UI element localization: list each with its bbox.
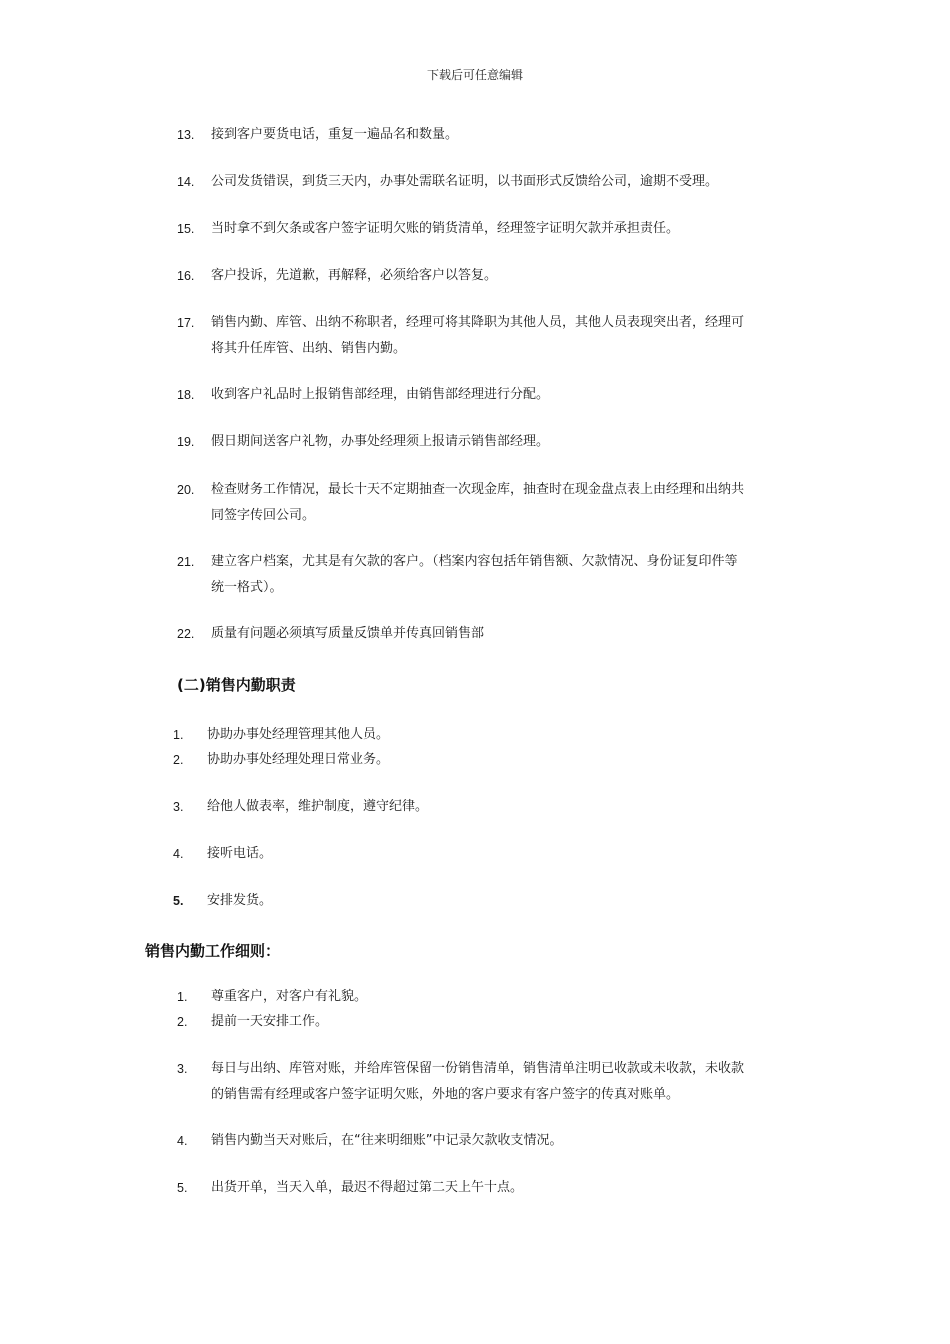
list-item [177, 263, 801, 289]
list-item-text [211, 477, 801, 529]
list-item-number: 4. [173, 847, 184, 861]
list-item-number: 4. [177, 1134, 188, 1148]
list-item-number: 3. [177, 1062, 188, 1076]
list-item-number: 1. [173, 728, 184, 742]
list-item [173, 747, 797, 773]
list-item-text: 出货开单，当天入单，最迟不得超过第二天上午十点。 [211, 1180, 524, 1195]
list-item-number: 3. [173, 800, 184, 814]
list-item-number: 5. [177, 1181, 188, 1195]
list-item [173, 888, 797, 914]
list-item-number: 5. [173, 894, 184, 908]
list-item-number: 1. [177, 990, 188, 1004]
list-item-line: 检查财务工作情况，最长十天不定期抽查一次现金库，抽查时在现金盘点表上由经理和出纳共 [211, 482, 745, 497]
list-item [177, 1056, 801, 1108]
list-item-line: 销售内勤、库管、出纳不称职者，经理可将其降职为其他人员，其他人员表现突出者，经理可 [211, 315, 745, 330]
list-item-text [211, 310, 801, 362]
list-item-line: 每日与出纳、库管对账，并给库管保留一份销售清单，销售清单注明已收款或未收款，未收款 [211, 1061, 745, 1076]
list-item-text: 假日期间送客户礼物，办事处经理须上报请示销售部经理。 [211, 434, 550, 449]
list-item-text [211, 1056, 801, 1108]
list-item-text: 公司发货错误，到货三天内，办事处需联名证明，以书面形式反馈给公司，逾期不受理。 [211, 174, 719, 189]
list-item-text: 接听电话。 [207, 846, 273, 861]
list-item-text: 收到客户礼品时上报销售部经理，由销售部经理进行分配。 [211, 387, 550, 402]
list-item [177, 621, 801, 647]
list-item [177, 216, 801, 242]
list-item [177, 1128, 801, 1154]
list-item-number: 13. [177, 128, 195, 142]
list-item-number: 2. [177, 1015, 188, 1029]
list-item-line: 的销售需有经理或客户签字证明欠账，外地的客户要求有客户签字的传真对账单。 [211, 1087, 680, 1102]
section-heading: 销售内勤工作细则： [145, 942, 281, 960]
list-item [173, 794, 797, 820]
list-item-text: 尊重客户，对客户有礼貌。 [211, 989, 368, 1004]
list-item [177, 382, 801, 408]
list-item-text [211, 549, 801, 601]
list-item-line: 同签字传回公司。 [211, 508, 316, 523]
list-item-number: 21. [177, 555, 195, 569]
list-item-text: 协助办事处经理管理其他人员。 [207, 727, 390, 742]
list-item-text: 提前一天安排工作。 [211, 1014, 329, 1029]
list-item-number: 17. [177, 316, 195, 330]
list-item [177, 477, 801, 529]
list-item-number: 20. [177, 483, 195, 497]
list-item [177, 1175, 801, 1201]
page-header: 下载后可任意编辑 [426, 68, 523, 82]
list-item-line: 建立客户档案，尤其是有欠款的客户。（档案内容包括年销售额、欠款情况、身份证复印件等 [211, 554, 738, 569]
list-item [177, 984, 801, 1010]
list-item [173, 722, 797, 748]
list-item [177, 1009, 801, 1035]
list-item-text: 质量有问题必须填写质量反馈单并传真回销售部 [211, 626, 485, 641]
list-item-number: 19. [177, 435, 195, 449]
list-item-text: 协助办事处经理处理日常业务。 [207, 752, 390, 767]
list-item-number: 22. [177, 627, 195, 641]
list-item-text: 安排发货。 [207, 893, 273, 908]
list-item-text: 当时拿不到欠条或客户签字证明欠账的销货清单，经理签字证明欠款并承担责任。 [211, 221, 680, 236]
list-item-line: 将其升任库管、出纳、销售内勤。 [211, 341, 407, 356]
list-item-number: 2. [173, 753, 184, 767]
list-item-text: 销售内勤当天对账后，在“往来明细账”中记录欠款收支情况。 [211, 1133, 563, 1148]
list-item [177, 169, 801, 195]
list-item-number: 15. [177, 222, 195, 236]
list-item-text: 给他人做表率，维护制度，遵守纪律。 [207, 799, 429, 814]
section-heading: (二)销售内勤职责 [177, 676, 296, 694]
list-item [177, 122, 801, 148]
list-item [177, 310, 801, 362]
list-item-line: 统一格式）。 [211, 580, 283, 595]
list-item-number: 16. [177, 269, 195, 283]
list-item-text: 接到客户要货电话，重复一遍品名和数量。 [211, 127, 459, 142]
list-item-number: 18. [177, 388, 195, 402]
list-item [177, 549, 801, 601]
list-item-text: 客户投诉，先道歉，再解释，必须给客户以答复。 [211, 268, 498, 283]
list-item [173, 841, 797, 867]
list-item-number: 14. [177, 175, 195, 189]
list-item [177, 429, 801, 455]
